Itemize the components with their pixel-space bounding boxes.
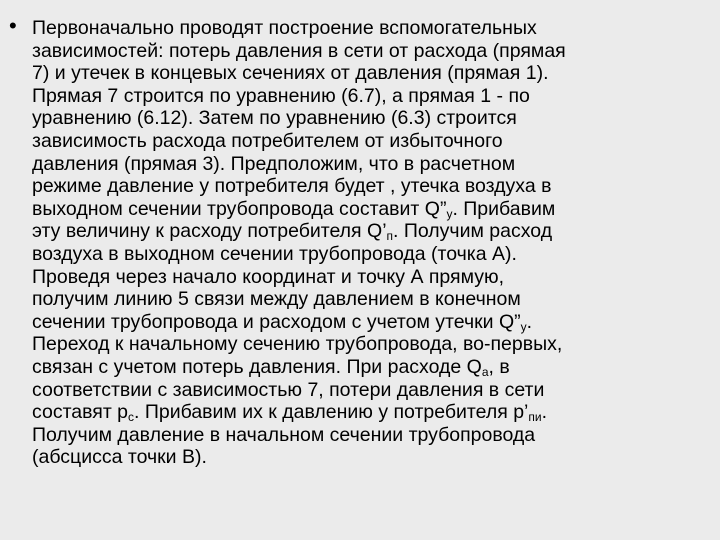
text-line bbox=[32, 107, 714, 130]
text-line bbox=[32, 356, 714, 379]
text-run: связан с учетом потерь давления. При расходе Q bbox=[32, 355, 482, 378]
text-run: получим линию 5 связи между давлением в конечном bbox=[32, 288, 521, 311]
text-run: уравнению (6.12). Затем по уравнению (6.3) строится bbox=[32, 107, 517, 130]
text-run: 7) и утечек в концевых сечениях от давления (прямая 1). bbox=[32, 62, 549, 85]
text-line bbox=[32, 130, 714, 153]
text-line bbox=[32, 153, 714, 176]
subscript: а bbox=[481, 364, 489, 379]
subscript: п bbox=[386, 229, 394, 244]
text-line bbox=[32, 379, 714, 402]
text-line bbox=[32, 333, 714, 356]
text-line bbox=[32, 220, 714, 243]
text-line bbox=[32, 266, 714, 289]
text-run: Получим давление в начальном сечении трубопровода bbox=[32, 423, 536, 446]
text-run: Первоначально проводят построение вспомогательных bbox=[32, 17, 537, 39]
text-run: Проведя через начало координат и точку А прямую, bbox=[32, 265, 505, 288]
text-line bbox=[32, 198, 714, 221]
text-line bbox=[32, 17, 714, 40]
text-run: составят р bbox=[32, 401, 129, 424]
text-run: зависимостей: потерь давления в сети от расхода (прямая bbox=[32, 39, 566, 62]
text-line bbox=[32, 401, 714, 424]
body-paragraph bbox=[32, 17, 714, 469]
text-line bbox=[32, 62, 714, 85]
text-run: режиме давление у потребителя будет , утечка воздуха в bbox=[32, 175, 552, 198]
text-run: эту величину к расходу потребителя Q’ bbox=[32, 220, 387, 243]
text-run: Прямая 7 строится по уравнению (6.7), а прямая 1 - по bbox=[32, 84, 530, 107]
text-run: . bbox=[541, 401, 547, 424]
text-line bbox=[32, 243, 714, 266]
text-line bbox=[32, 40, 714, 63]
text-run: воздуха в выходном сечении трубопровода (точка А). bbox=[32, 242, 517, 265]
text-line bbox=[32, 446, 714, 469]
text-line bbox=[32, 85, 714, 108]
text-run: . bbox=[526, 310, 533, 333]
subscript: с bbox=[128, 410, 135, 425]
text-run: зависимость расхода потребителем от избыточного bbox=[32, 129, 503, 152]
text-line bbox=[32, 311, 714, 334]
text-line bbox=[32, 175, 714, 198]
text-line bbox=[32, 288, 714, 311]
text-run: (абсцисса точки В). bbox=[32, 446, 207, 469]
subscript: у bbox=[520, 319, 527, 334]
subscript: у bbox=[446, 206, 453, 221]
text-run: . Прибавим их к давлению у потребителя р’ bbox=[134, 401, 529, 424]
text-run: сечении трубопровода и расходом с учетом утечки Q” bbox=[32, 310, 521, 333]
text-run: выходном сечении трубопровода составит Q” bbox=[32, 197, 447, 220]
text-run: , в bbox=[488, 355, 510, 378]
text-run: Переход к начальному сечению трубопровода, во-первых, bbox=[32, 333, 563, 356]
text-run: . Прибавим bbox=[452, 197, 556, 220]
text-run: давления (прямая 3). Предположим, что в расчетном bbox=[32, 152, 516, 175]
text-line bbox=[32, 424, 714, 447]
text-run: соответствии с зависимостью 7, потери давления в сети bbox=[32, 378, 545, 401]
text-run: . Получим расход bbox=[393, 220, 553, 243]
subscript: пи bbox=[528, 410, 542, 425]
bullet-point: • bbox=[9, 13, 17, 38]
